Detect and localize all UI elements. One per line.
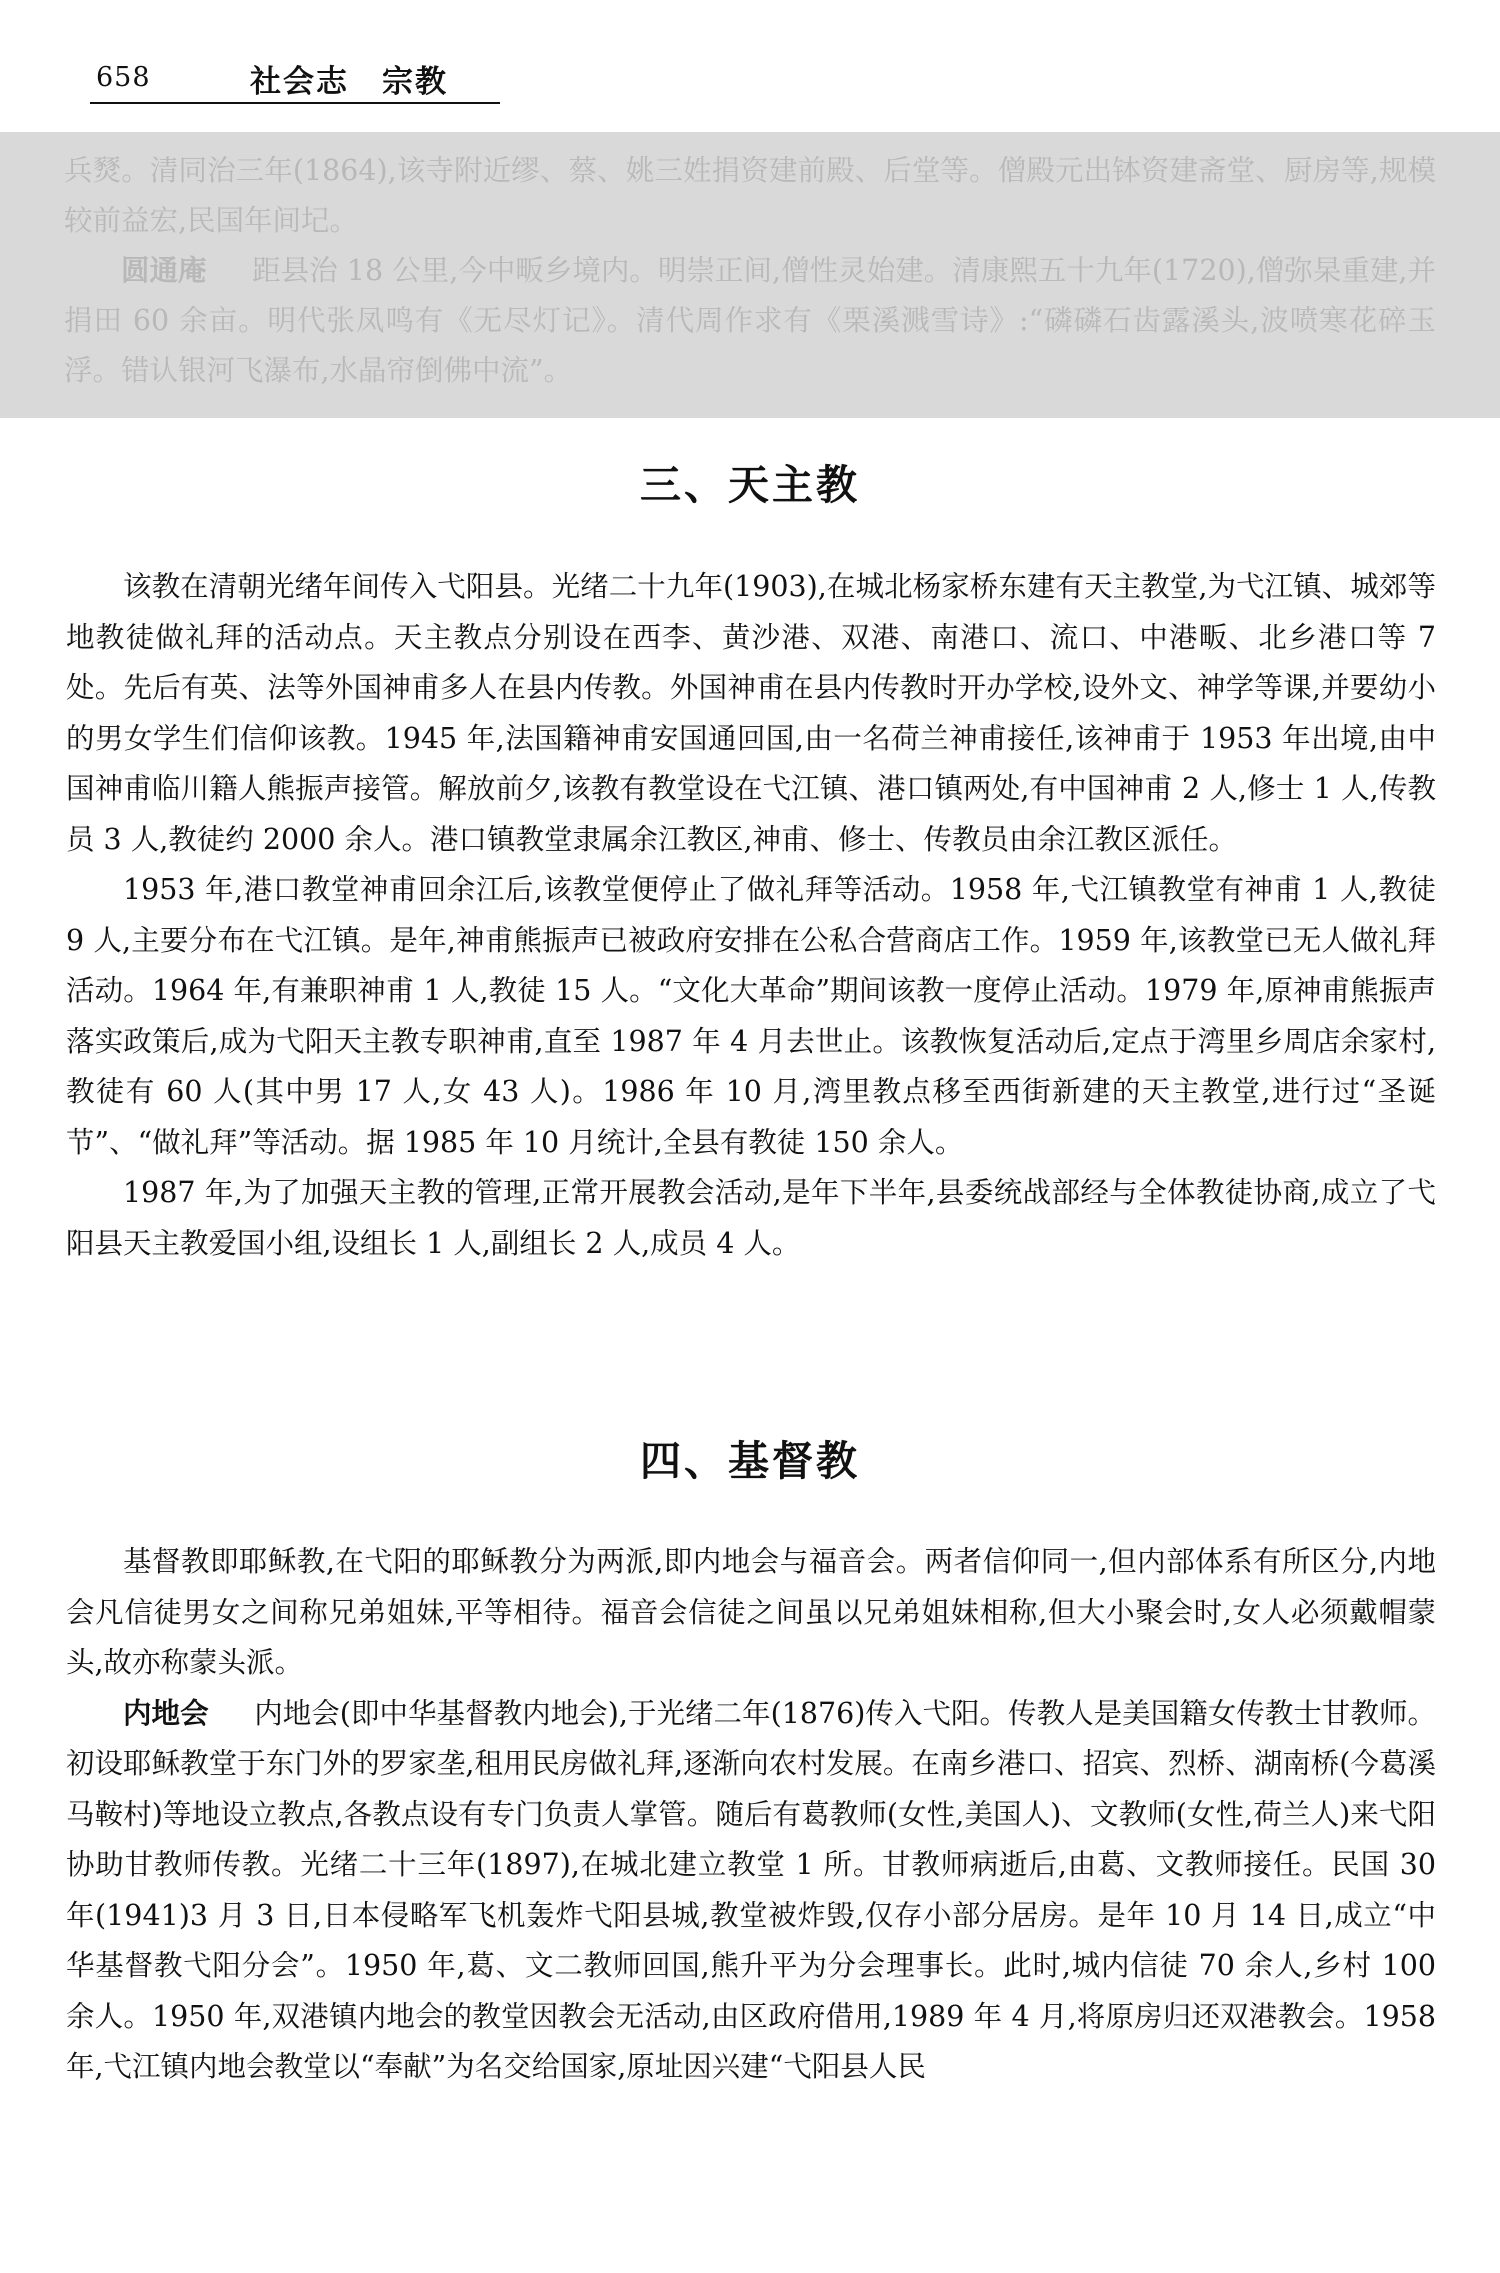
faded-previous-text [0,132,1500,418]
section-christianity-body [66,1537,1436,2093]
running-title: 社会志 宗教 [250,64,448,100]
term-neidihui: 内地会 [123,1696,209,1730]
page-number: 658 [96,62,151,93]
section-title-christianity: 四、基督教 [640,1437,860,1485]
paragraph: 1987 年,为了加强天主教的管理,正常开展教会活动,是年下半年,县委统战部经与全体教徒协商,成立了弋阳县天主教爱国小组,设组长 1 人,副组长 2 人,成员 4 人。 [66,1176,1436,1260]
paragraph-body: 内地会(即中华基督教内地会),于光绪二年(1876)传入弋阳。传教人是美国籍女传教士甘教师。初设耶稣教堂于东门外的罗家垄,租用民房做礼拜,逐渐向农村发展。在南乡港口、招宾、烈桥、湖南桥(今葛溪马鞍村)等地设立教点,各教点设有专门负责人掌管。随后有葛教师(女性,美国人)、文教师(女性,荷兰人)来弋阳协助甘教师传教。光绪二十三年(1897),在城北建立教堂 1 所。甘教师病逝后,由葛、文教师接任。民国 30 年(1941)3 月 3 日,日本侵略军飞机轰炸弋阳县城,教堂被炸毁,仅存小部分居房。是年 10 月 14 日,成立“中华基督教弋阳分会”。1950 年,葛、文二教师回国,熊升平为分会理事长。此时,城内信徒 70 余人,乡村 100 余人。1950 年,双港镇内地会的教堂因教会无活动,由区政府借用,1989 年 4 月,将原房归还双港教会。1958 年,弋江镇内地会教堂以“奉献”为名交给国家,原址因兴建“弋阳县人民 [66,1696,1436,2083]
paragraph: 1953 年,港口教堂神甫回余江后,该教堂便停止了做礼拜等活动。1958 年,弋江镇教堂有神甫 1 人,教徒 9 人,主要分布在弋江镇。是年,神甫熊振声已被政府安排在公私合营商店工作。1959 年,该教堂已无人做礼拜活动。1964 年,有兼职神甫 1 人,教徒 15 人。“文化大革命”期间该教一度停止活动。1979 年,原神甫熊振声落实政策后,成为弋阳天主教专职神甫,直至 1987 年 4 月去世止。该教恢复活动后,定点于湾里乡周店余家村,教徒有 60 人(其中男 17 人,女 43 人)。1986 年 10 月,湾里教点移至西街新建的天主教堂,进行过“圣诞节”、“做礼拜”等活动。据 1985 年 10 月统计,全县有教徒 150 余人。 [66,873,1436,1159]
paragraph: 基督教即耶稣教,在弋阳的耶稣教分为两派,即内地会与福音会。两者信仰同一,但内部体系有所区分,内地会凡信徒男女之间称兄弟姐妹,平等相待。福音会信徒之间虽以兄弟姐妹相称,但大小聚会时,女人必须戴帽蒙头,故亦称蒙头派。 [66,1545,1436,1679]
running-header [90,52,500,104]
faded-term: 圆通庵 [121,254,207,287]
faded-paragraph-yuantong [64,246,1436,396]
section-catholicism-body [66,562,1436,1269]
paragraph: 该教在清朝光绪年间传入弋阳县。光绪二十九年(1903),在城北杨家桥东建有天主教堂,为弋江镇、城郊等地教徒做礼拜的活动点。天主教点分别设在西李、黄沙港、双港、南港口、流口、中港畈、北乡港口等 7 处。先后有英、法等外国神甫多人在县内传教。外国神甫在县内传教时开办学校,设外文、神学等课,并要幼小的男女学生们信仰该教。1945 年,法国籍神甫安国通回国,由一名荷兰神甫接任,该神甫于 1953 年出境,由中国神甫临川籍人熊振声接管。解放前夕,该教有教堂设在弋江镇、港口镇两处,有中国神甫 2 人,修士 1 人,传教员 3 人,教徒约 2000 余人。港口镇教堂隶属余江教区,神甫、修士、传教员由余江教区派任。 [66,570,1436,856]
faded-paragraph: 兵燹。清同治三年(1864),该寺附近缪、蔡、姚三姓捐资建前殿、后堂等。僧殿元出钵资建斋堂、厨房等,规模较前益宏,民国年间圮。 [64,154,1436,237]
paragraph-neidihui [66,1689,1436,2093]
faded-paragraph-body: 距县治 18 公里,今中畈乡境内。明崇正间,僧性灵始建。清康熙五十九年(1720),僧弥杲重建,并捐田 60 余亩。明代张凤鸣有《无尽灯记》。清代周作求有《栗溪溅雪诗》:“磷磷石齿露溪头,波喷寒花碎玉浮。错认银河飞瀑布,水晶帘倒佛中流”。 [64,254,1436,387]
section-title-catholicism: 三、天主教 [640,461,860,509]
